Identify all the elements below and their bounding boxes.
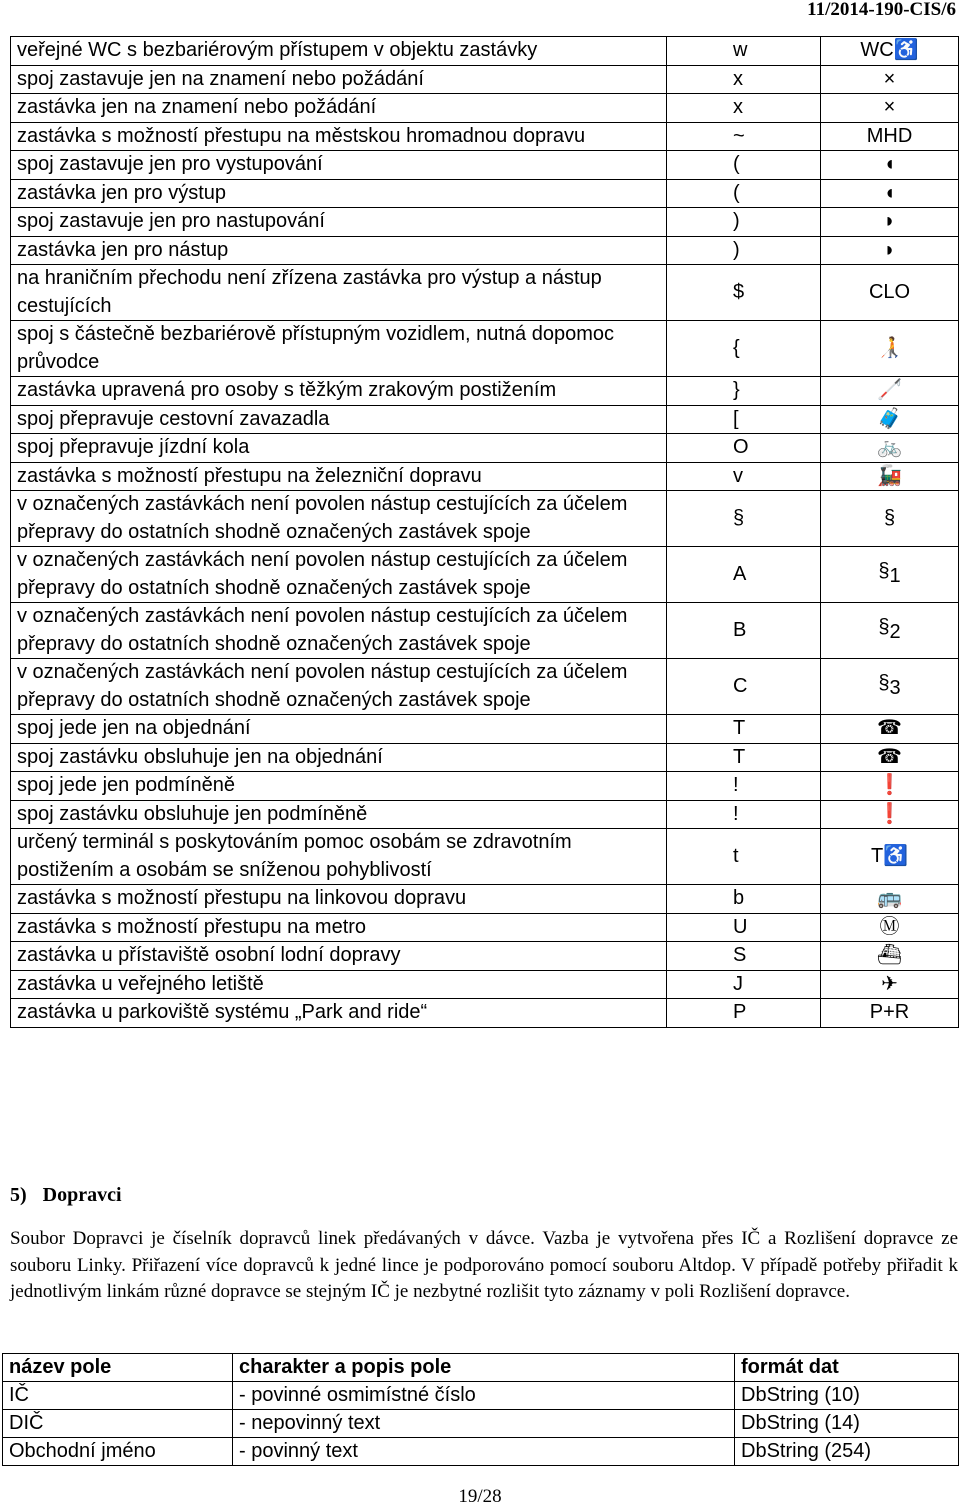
symbol-glyph-cell: [821, 179, 959, 208]
field-description: - povinné osmimístné číslo: [233, 1382, 735, 1410]
symbol-glyph: ☎: [877, 717, 902, 739]
symbol-description: zastávka jen pro výstup: [11, 179, 667, 208]
symbol-code: (: [667, 179, 821, 208]
symbol-description: v označených zastávkách není povolen nástup cestujících za účelem přepravy do ostatních shodně označených zastávek spoje: [11, 659, 667, 715]
symbol-glyph: ❗: [877, 774, 902, 796]
symbol-subscript: 3: [889, 677, 901, 700]
table-row: [3, 1438, 959, 1466]
symbol-description: zastávka upravená pro osoby s těžkým zrakovým postižením: [11, 377, 667, 406]
symbol-description: spoj zastávku obsluhuje jen na objednání: [11, 743, 667, 772]
table-row: [3, 1382, 959, 1410]
symbol-glyph: 🚲: [877, 436, 902, 458]
symbol-row: [11, 715, 959, 744]
symbol-glyph-cell: [821, 265, 959, 321]
symbol-glyph: 🚌: [877, 887, 902, 909]
symbol-row: [11, 434, 959, 463]
symbol-glyph: ×: [883, 67, 896, 90]
header-field-description: charakter a popis pole: [233, 1354, 735, 1382]
symbol-row: [11, 970, 959, 999]
symbol-glyph-cell: [821, 122, 959, 151]
symbol-code: U: [667, 913, 821, 942]
symbol-code: $: [667, 265, 821, 321]
symbol-glyph: 🦯: [877, 379, 902, 401]
symbol-row: [11, 885, 959, 914]
symbol-row: [11, 122, 959, 151]
symbol-description: zastávka u parkoviště systému „Park and ride“: [11, 999, 667, 1028]
symbol-glyph-cell: [821, 94, 959, 123]
symbol-row: [11, 800, 959, 829]
symbol-code: x: [667, 65, 821, 94]
field-name: Obchodní jméno: [3, 1438, 233, 1466]
symbol-description: spoj zastavuje jen pro vystupování: [11, 151, 667, 180]
symbol-row: [11, 913, 959, 942]
symbol-row: [11, 942, 959, 971]
symbol-description: na hraničním přechodu není zřízena zastávka pro výstup a nástup cestujících: [11, 265, 667, 321]
symbol-glyph: 🧳: [877, 407, 902, 430]
symbol-description: zastávka s možností přestupu na městskou hromadnou dopravu: [11, 122, 667, 151]
symbol-code: !: [667, 772, 821, 801]
symbol-subscript: 1: [889, 565, 901, 588]
symbol-description: spoj zastavuje jen na znamení nebo požádání: [11, 65, 667, 94]
symbol-code: b: [667, 885, 821, 914]
symbol-description: zastávka s možností přestupu na linkovou dopravu: [11, 885, 667, 914]
symbol-glyph: ◗: [883, 210, 896, 232]
symbol-glyph-cell: [821, 603, 959, 659]
symbol-glyph: ×: [883, 96, 896, 118]
symbol-row: [11, 603, 959, 659]
symbol-glyph-cell: [821, 659, 959, 715]
section-number: 5): [10, 1184, 27, 1206]
symbol-row: [11, 179, 959, 208]
symbol-code: t: [667, 829, 821, 885]
field-description: - nepovinný text: [233, 1410, 735, 1438]
section-title: Dopravci: [42, 1184, 122, 1206]
symbol-glyph: ⛴: [876, 944, 903, 966]
symbol-row: [11, 65, 959, 94]
symbol-description: v označených zastávkách není povolen nástup cestujících za účelem přepravy do ostatních shodně označených zastávek spoje: [11, 547, 667, 603]
symbol-code: [: [667, 405, 821, 434]
symbol-glyph-cell: [821, 434, 959, 463]
symbol-row: [11, 772, 959, 801]
symbol-glyph-cell: [821, 321, 959, 377]
symbol-description: spoj jede jen na objednání: [11, 715, 667, 744]
field-description: - povinný text: [233, 1438, 735, 1466]
symbol-glyph: WC♿: [860, 39, 919, 61]
section-paragraph: Soubor Dopravci je číselník dopravců linek předávaných v dávce. Vazba je vytvořena přes IČ a Rozlišení dopravce ze souboru Linky. Přiřazení více dopravců k jedné lince je podporováno pomocí souboru Altdop. V případě potřeby přiřadit k jednotlivým linkám různé dopravce se stejným IČ je nezbytné rozlišit tyto záznamy v poli Rozlišení dopravce.: [10, 1228, 958, 1302]
symbol-glyph: ✈: [881, 972, 898, 995]
field-name: IČ: [3, 1382, 233, 1410]
symbol-description: zastávka jen pro nástup: [11, 236, 667, 265]
symbol-code: B: [667, 603, 821, 659]
symbol-code: }: [667, 377, 821, 406]
field-name: DIČ: [3, 1410, 233, 1438]
symbol-row: [11, 405, 959, 434]
symbol-code: P: [667, 999, 821, 1028]
symbol-glyph: ◖: [883, 181, 896, 204]
symbol-glyph: §: [878, 616, 890, 639]
field-format: DbString (10): [735, 1382, 959, 1410]
symbol-row: [11, 462, 959, 491]
symbol-glyph: 🚂: [877, 464, 902, 487]
symbol-legend-table: [10, 36, 959, 1028]
symbol-code: (: [667, 151, 821, 180]
symbol-row: [11, 208, 959, 237]
document-reference: 11/2014-190-CIS/6: [807, 0, 956, 20]
symbol-code: S: [667, 942, 821, 971]
symbol-description: určený terminál s poskytováním pomoc osobám se zdravotním postižením a osobám se sníženou pohyblivostí: [11, 829, 667, 885]
symbol-code: §: [667, 491, 821, 547]
symbol-code: x: [667, 94, 821, 123]
symbol-glyph-cell: [821, 405, 959, 434]
symbol-glyph-cell: [821, 715, 959, 744]
fields-table-header-row: [3, 1354, 959, 1382]
symbol-row: [11, 743, 959, 772]
symbol-row: [11, 94, 959, 123]
field-format: DbString (14): [735, 1410, 959, 1438]
symbol-glyph-cell: [821, 37, 959, 66]
symbol-glyph-cell: [821, 236, 959, 265]
symbol-code: T: [667, 743, 821, 772]
symbol-glyph: T♿: [870, 844, 909, 867]
symbol-description: zastávka jen na znamení nebo požádání: [11, 94, 667, 123]
symbol-code: w: [667, 37, 821, 66]
header-field-name: název pole: [3, 1354, 233, 1382]
symbol-code: !: [667, 800, 821, 829]
symbol-description: spoj přepravuje jízdní kola: [11, 434, 667, 463]
symbol-code: ~: [667, 122, 821, 151]
symbol-description: spoj zastávku obsluhuje jen podmíněně: [11, 800, 667, 829]
symbol-description: spoj zastavuje jen pro nastupování: [11, 208, 667, 237]
symbol-glyph-cell: [821, 970, 959, 999]
symbol-code: O: [667, 434, 821, 463]
symbol-glyph: ◗: [883, 238, 896, 261]
symbol-description: zastávka s možností přestupu na metro: [11, 913, 667, 942]
symbol-code: A: [667, 547, 821, 603]
symbol-description: v označených zastávkách není povolen nástup cestujících za účelem přepravy do ostatních shodně označených zastávek spoje: [11, 603, 667, 659]
symbol-glyph-cell: [821, 800, 959, 829]
symbol-row: [11, 491, 959, 547]
symbol-row: [11, 999, 959, 1028]
symbol-description: spoj jede jen podmíněně: [11, 772, 667, 801]
symbol-glyph-cell: [821, 885, 959, 914]
symbol-glyph: P+R: [869, 1001, 910, 1023]
symbol-row: [11, 265, 959, 321]
symbol-code: {: [667, 321, 821, 377]
symbol-glyph: 🧑‍🦯: [877, 336, 902, 359]
symbol-glyph-cell: [821, 377, 959, 406]
symbol-glyph: ❗: [877, 802, 902, 825]
symbol-row: [11, 659, 959, 715]
symbol-glyph-cell: [821, 772, 959, 801]
symbol-glyph-cell: [821, 999, 959, 1028]
symbol-row: [11, 321, 959, 377]
symbol-code: J: [667, 970, 821, 999]
symbol-glyph: §: [883, 506, 896, 529]
symbol-description: spoj s částečně bezbariérově přístupným vozidlem, nutná dopomoc průvodce: [11, 321, 667, 377]
table-row: [3, 1410, 959, 1438]
fields-table: [2, 1353, 959, 1466]
page-number: 19/28: [458, 1486, 502, 1507]
symbol-glyph-cell: [821, 913, 959, 942]
symbol-row: [11, 547, 959, 603]
symbol-glyph: CLO: [868, 280, 911, 303]
symbol-glyph-cell: [821, 942, 959, 971]
symbol-glyph: §: [878, 672, 890, 695]
symbol-description: veřejné WC s bezbariérovým přístupem v objektu zastávky: [11, 37, 667, 66]
symbol-glyph-cell: [821, 743, 959, 772]
symbol-glyph: MHD: [866, 124, 913, 147]
symbol-code: ): [667, 236, 821, 265]
symbol-glyph: §: [878, 560, 890, 583]
symbol-glyph-cell: [821, 462, 959, 491]
symbol-glyph: ☎: [877, 745, 902, 768]
symbol-code: T: [667, 715, 821, 744]
symbol-glyph-cell: [821, 208, 959, 237]
symbol-code: ): [667, 208, 821, 237]
symbol-description: zastávka s možností přestupu na železniční dopravu: [11, 462, 667, 491]
symbol-row: [11, 829, 959, 885]
symbol-row: [11, 377, 959, 406]
symbol-subscript: 2: [889, 621, 901, 644]
symbol-code: v: [667, 462, 821, 491]
symbol-glyph-cell: [821, 829, 959, 885]
field-format: DbString (254): [735, 1438, 959, 1466]
symbol-description: v označených zastávkách není povolen nástup cestujících za účelem přepravy do ostatních shodně označených zastávek spoje: [11, 491, 667, 547]
header-data-format: formát dat: [735, 1354, 959, 1382]
symbol-description: spoj přepravuje cestovní zavazadla: [11, 405, 667, 434]
symbol-description: zastávka u přístaviště osobní lodní dopravy: [11, 942, 667, 971]
symbol-glyph-cell: [821, 547, 959, 603]
symbol-code: C: [667, 659, 821, 715]
symbol-row: [11, 236, 959, 265]
symbol-glyph-cell: [821, 151, 959, 180]
symbol-glyph-cell: [821, 491, 959, 547]
section-heading: [10, 1182, 122, 1208]
symbol-row: [11, 37, 959, 66]
symbol-glyph: ◖: [883, 153, 896, 175]
symbol-row: [11, 151, 959, 180]
symbol-glyph-cell: [821, 65, 959, 94]
symbol-glyph: Ⓜ: [879, 915, 900, 938]
symbol-description: zastávka u veřejného letiště: [11, 970, 667, 999]
